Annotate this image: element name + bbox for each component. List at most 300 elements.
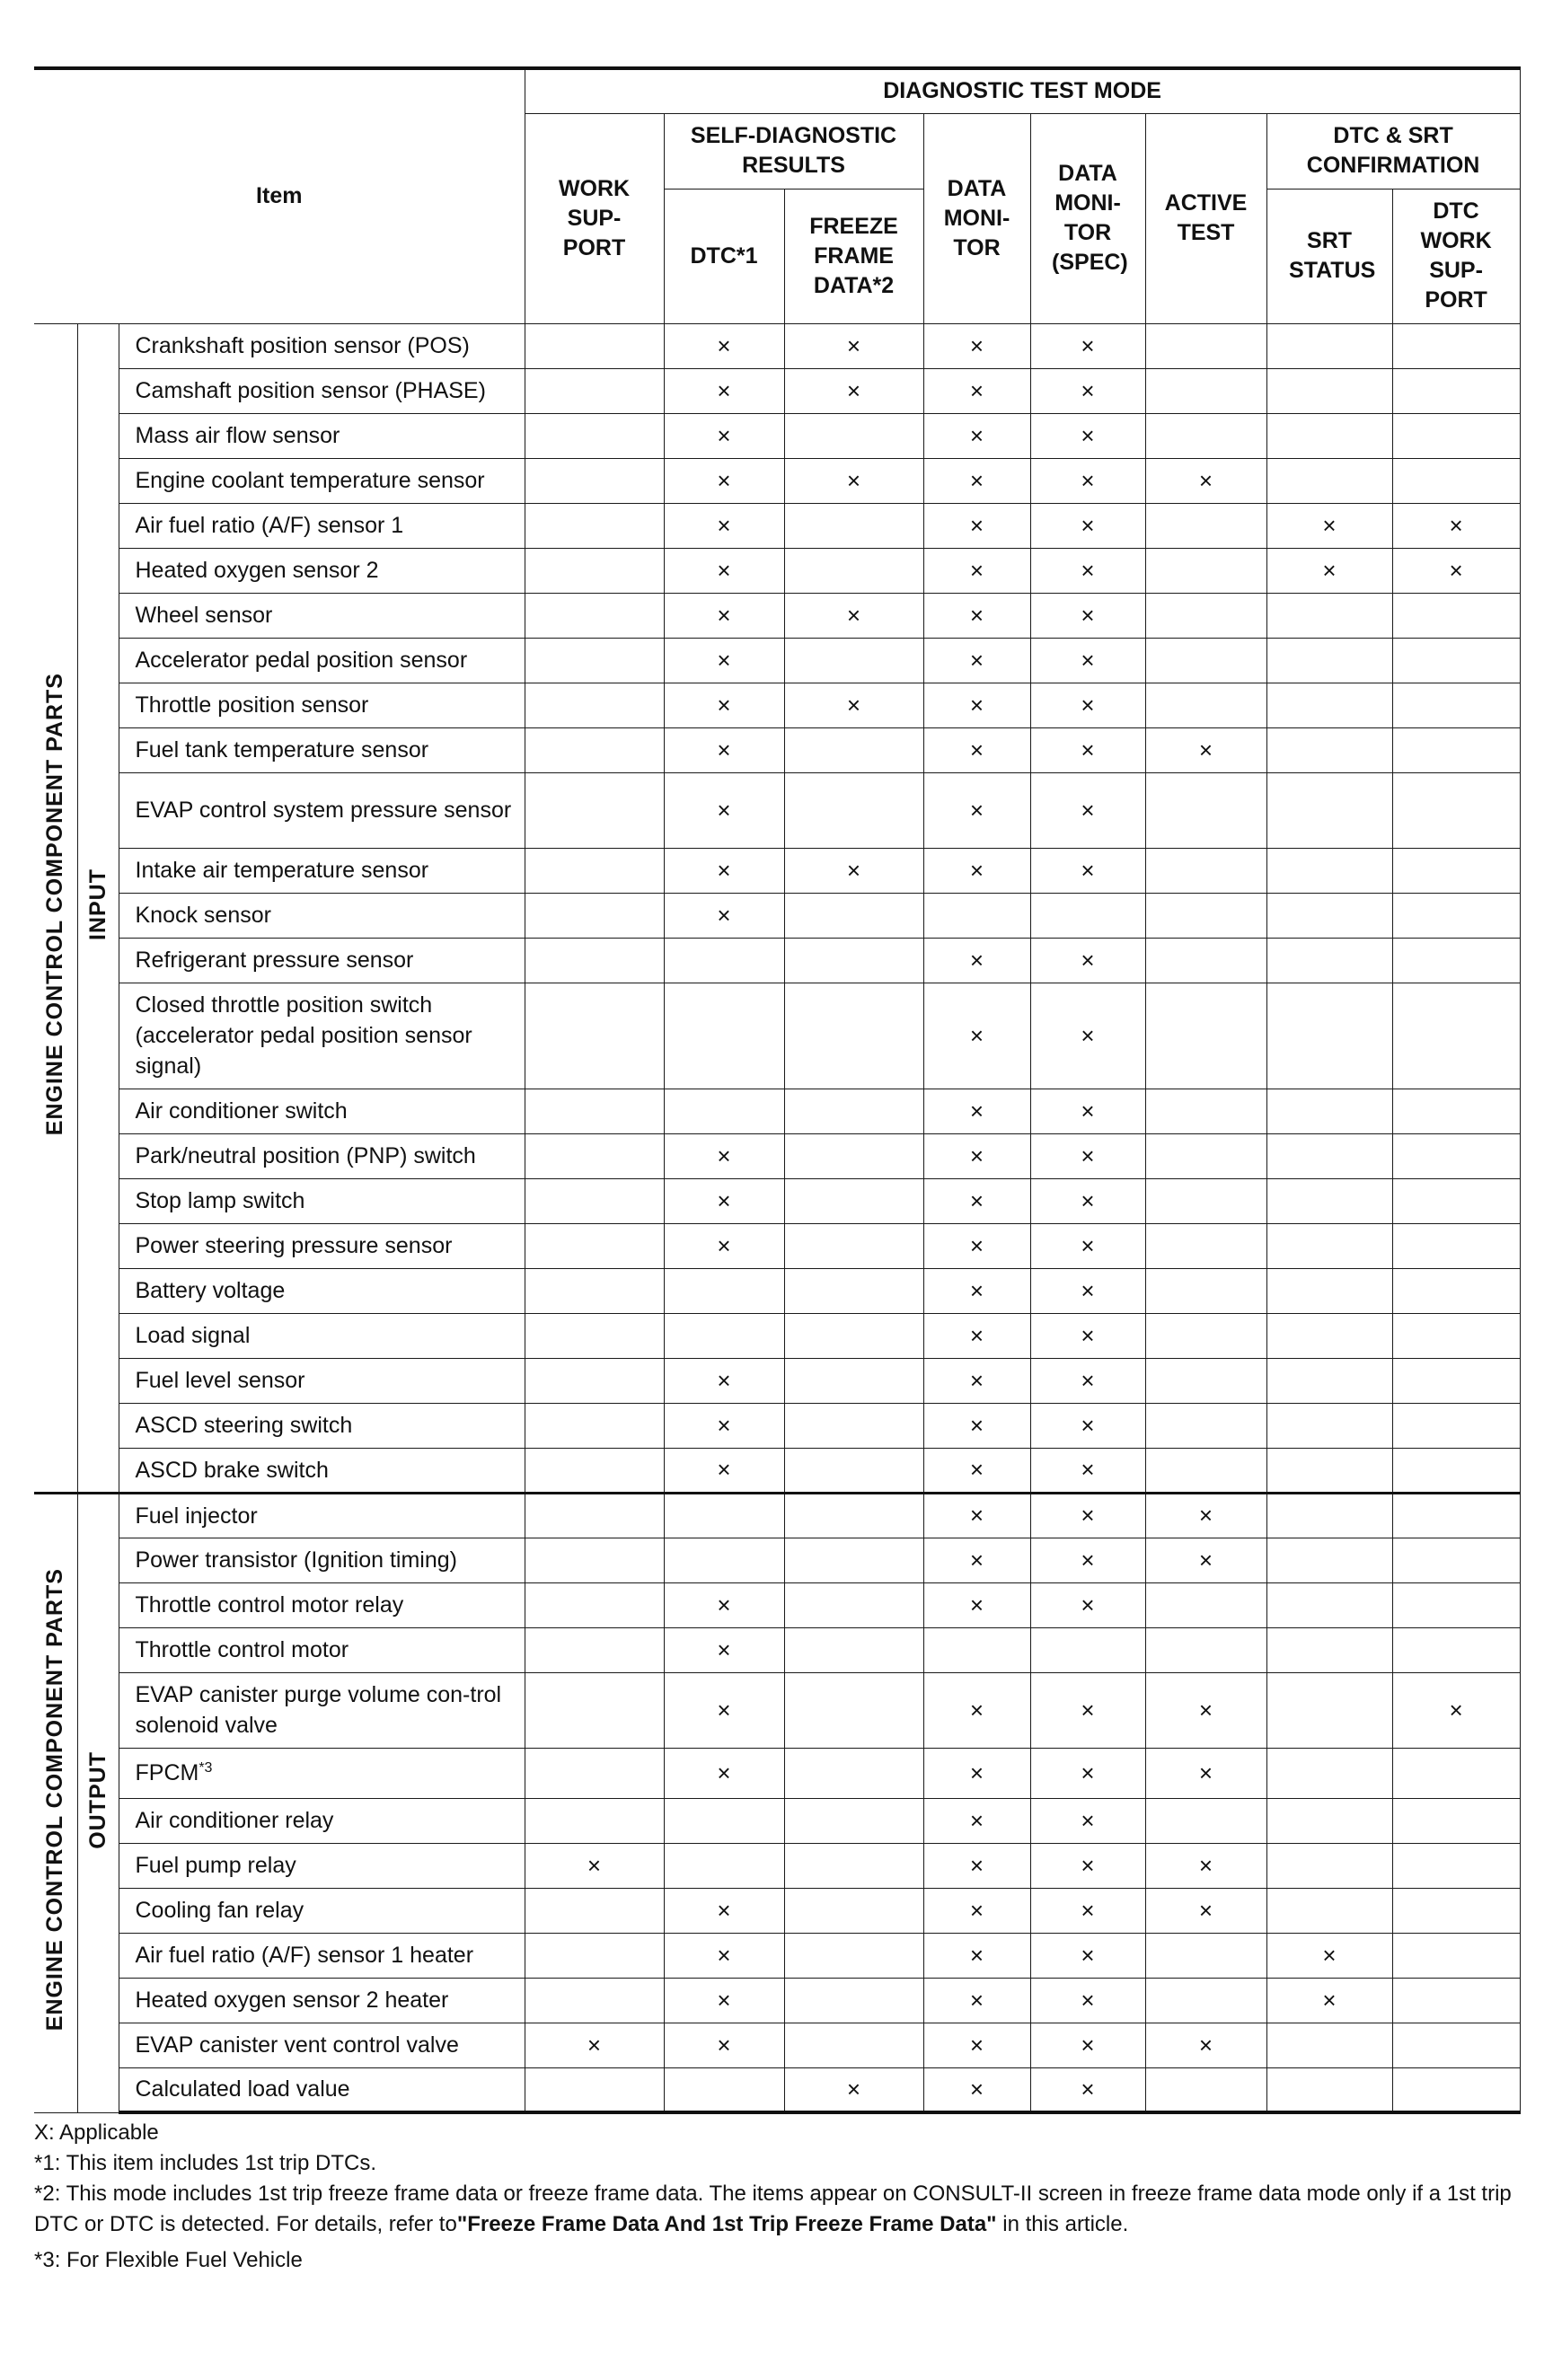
- group-label-text: ENGINE CONTROL COMPONENT PARTS: [42, 1568, 68, 2032]
- empty-cell: [1266, 1798, 1392, 1843]
- item-name: [119, 1843, 525, 1888]
- applicable-mark: ×: [664, 368, 784, 413]
- table-row: [34, 1358, 1520, 1403]
- empty-cell: [923, 893, 1030, 938]
- item-name: [119, 1672, 525, 1748]
- empty-cell: [784, 2023, 923, 2067]
- item-name-text: Wheel sensor: [135, 603, 273, 628]
- empty-cell: [1266, 1538, 1392, 1582]
- empty-cell: [784, 1582, 923, 1627]
- item-name-text: Cooling fan relay: [135, 1898, 304, 1923]
- empty-cell: [1145, 503, 1266, 548]
- table-row: [34, 593, 1520, 638]
- empty-cell: [1392, 893, 1520, 938]
- applicable-mark: ×: [923, 1672, 1030, 1748]
- empty-cell: [784, 1178, 923, 1223]
- empty-cell: [1145, 1582, 1266, 1627]
- applicable-mark: ×: [923, 1358, 1030, 1403]
- applicable-mark: ×: [1030, 1403, 1145, 1448]
- applicable-mark: ×: [1030, 772, 1145, 848]
- empty-cell: [1392, 1178, 1520, 1223]
- item-name: [119, 938, 525, 983]
- table-row: [34, 727, 1520, 772]
- applicable-mark: ×: [1145, 1493, 1266, 1538]
- header-self-diagnostic-results: SELF-DIAGNOSTIC RESULTS: [664, 113, 923, 189]
- header-item: Item: [34, 68, 525, 323]
- header-dtc-work-support-label: DTC WORK SUP-PORT: [1420, 198, 1492, 313]
- empty-cell: [1392, 772, 1520, 848]
- item-name: [119, 2023, 525, 2067]
- empty-cell: [784, 1978, 923, 2023]
- note-2: [34, 2179, 1520, 2240]
- empty-cell: [1145, 1268, 1266, 1313]
- item-name-text: Intake air temperature sensor: [135, 858, 429, 883]
- applicable-mark: ×: [1030, 1843, 1145, 1888]
- applicable-mark: ×: [1030, 2067, 1145, 2112]
- item-name: [119, 1538, 525, 1582]
- empty-cell: [525, 548, 664, 593]
- empty-cell: [1145, 1403, 1266, 1448]
- empty-cell: [1266, 1627, 1392, 1672]
- item-name: [119, 1748, 525, 1798]
- empty-cell: [784, 893, 923, 938]
- table-row: [34, 548, 1520, 593]
- applicable-mark: ×: [784, 323, 923, 368]
- applicable-mark: ×: [923, 1403, 1030, 1448]
- applicable-mark: ×: [923, 1888, 1030, 1933]
- table-row: [34, 1133, 1520, 1178]
- applicable-mark: ×: [1266, 503, 1392, 548]
- applicable-mark: ×: [664, 1358, 784, 1403]
- applicable-mark: ×: [664, 458, 784, 503]
- item-name: [119, 1888, 525, 1933]
- empty-cell: [1392, 1268, 1520, 1313]
- item-name-text: FPCM: [135, 1760, 199, 1785]
- applicable-mark: ×: [1030, 503, 1145, 548]
- header-dtc-work-support: [1392, 189, 1520, 323]
- empty-cell: [784, 1672, 923, 1748]
- table-row: [34, 1888, 1520, 1933]
- applicable-mark: ×: [923, 1978, 1030, 2023]
- item-name: [119, 1627, 525, 1672]
- empty-cell: [784, 1403, 923, 1448]
- item-name-text: Battery voltage: [135, 1278, 286, 1303]
- empty-cell: [1266, 368, 1392, 413]
- empty-cell: [1145, 323, 1266, 368]
- empty-cell: [664, 2067, 784, 2112]
- empty-cell: [1266, 323, 1392, 368]
- applicable-mark: ×: [923, 1313, 1030, 1358]
- applicable-mark: ×: [1030, 1748, 1145, 1798]
- item-name: [119, 413, 525, 458]
- applicable-mark: ×: [664, 2023, 784, 2067]
- empty-cell: [1266, 1223, 1392, 1268]
- applicable-mark: ×: [923, 1089, 1030, 1133]
- empty-cell: [784, 1313, 923, 1358]
- item-name-text: Throttle control motor relay: [135, 1592, 404, 1618]
- empty-cell: [1266, 1888, 1392, 1933]
- table-row: [34, 2067, 1520, 2112]
- item-name: [119, 1268, 525, 1313]
- applicable-mark: ×: [664, 1448, 784, 1493]
- empty-cell: [525, 1223, 664, 1268]
- empty-cell: [1392, 1538, 1520, 1582]
- empty-cell: [525, 1933, 664, 1978]
- empty-cell: [1266, 1493, 1392, 1538]
- empty-cell: [525, 1627, 664, 1672]
- footnotes: [34, 2118, 1520, 2276]
- applicable-mark: ×: [1145, 458, 1266, 503]
- header-active-test: [1145, 113, 1266, 323]
- empty-cell: [1030, 1627, 1145, 1672]
- note-3: *3: For Flexible Fuel Vehicle: [34, 2248, 303, 2272]
- empty-cell: [784, 1223, 923, 1268]
- item-name-text: Knock sensor: [135, 903, 271, 928]
- empty-cell: [1145, 1627, 1266, 1672]
- item-name-text: EVAP canister vent control valve: [135, 2032, 459, 2058]
- applicable-mark: ×: [1030, 638, 1145, 683]
- applicable-mark: ×: [664, 548, 784, 593]
- empty-cell: [1266, 1358, 1392, 1403]
- empty-cell: [1145, 983, 1266, 1089]
- item-name-text: Power steering pressure sensor: [135, 1233, 453, 1258]
- applicable-mark: ×: [664, 1582, 784, 1627]
- empty-cell: [1145, 1448, 1266, 1493]
- item-name: [119, 1798, 525, 1843]
- table-row: [34, 1798, 1520, 1843]
- empty-cell: [525, 1888, 664, 1933]
- empty-cell: [1145, 368, 1266, 413]
- empty-cell: [784, 548, 923, 593]
- item-name: [119, 503, 525, 548]
- empty-cell: [1145, 1358, 1266, 1403]
- applicable-mark: ×: [923, 458, 1030, 503]
- empty-cell: [1266, 1672, 1392, 1748]
- empty-cell: [1392, 983, 1520, 1089]
- item-name: [119, 1493, 525, 1538]
- applicable-mark: ×: [664, 683, 784, 727]
- empty-cell: [1392, 1888, 1520, 1933]
- empty-cell: [1392, 2023, 1520, 2067]
- empty-cell: [664, 1089, 784, 1133]
- diagnostic-table-body: [34, 323, 1520, 2112]
- empty-cell: [1392, 413, 1520, 458]
- applicable-mark: ×: [1030, 1223, 1145, 1268]
- empty-cell: [1392, 1403, 1520, 1448]
- item-name-text: Crankshaft position sensor (POS): [135, 333, 470, 358]
- table-row: [34, 1538, 1520, 1582]
- empty-cell: [525, 1493, 664, 1538]
- empty-cell: [1392, 1978, 1520, 2023]
- item-name: [119, 727, 525, 772]
- empty-cell: [784, 772, 923, 848]
- empty-cell: [923, 1627, 1030, 1672]
- applicable-mark: ×: [1030, 1268, 1145, 1313]
- empty-cell: [1266, 1748, 1392, 1798]
- applicable-mark: ×: [664, 1978, 784, 2023]
- empty-cell: [784, 1748, 923, 1798]
- table-row: [34, 772, 1520, 848]
- applicable-mark: ×: [664, 1178, 784, 1223]
- empty-cell: [1266, 413, 1392, 458]
- note-1: *1: This item includes 1st trip DTCs.: [34, 2151, 377, 2175]
- empty-cell: [525, 938, 664, 983]
- table-row: [34, 1978, 1520, 2023]
- empty-cell: [525, 1133, 664, 1178]
- empty-cell: [1266, 2067, 1392, 2112]
- applicable-mark: ×: [923, 1843, 1030, 1888]
- applicable-mark: ×: [923, 413, 1030, 458]
- empty-cell: [1392, 1933, 1520, 1978]
- table-row: [34, 1582, 1520, 1627]
- item-name-text: ASCD brake switch: [135, 1457, 329, 1483]
- empty-cell: [1392, 1448, 1520, 1493]
- empty-cell: [1145, 593, 1266, 638]
- item-name-text: Closed throttle position switch (accelerator pedal position sensor signal): [135, 992, 472, 1079]
- empty-cell: [784, 1933, 923, 1978]
- empty-cell: [1266, 1843, 1392, 1888]
- applicable-mark: ×: [923, 938, 1030, 983]
- table-row: [34, 1403, 1520, 1448]
- empty-cell: [1145, 1933, 1266, 1978]
- applicable-mark: ×: [1030, 593, 1145, 638]
- table-row: [34, 1627, 1520, 1672]
- empty-cell: [525, 593, 664, 638]
- empty-cell: [525, 983, 664, 1089]
- applicable-mark: ×: [664, 413, 784, 458]
- applicable-mark: ×: [923, 638, 1030, 683]
- applicable-mark: ×: [1030, 848, 1145, 893]
- applicable-mark: ×: [1030, 1538, 1145, 1582]
- item-name: [119, 983, 525, 1089]
- item-name-text: Air fuel ratio (A/F) sensor 1 heater: [135, 1943, 474, 1968]
- empty-cell: [1266, 1403, 1392, 1448]
- applicable-mark: ×: [923, 1493, 1030, 1538]
- empty-cell: [1145, 638, 1266, 683]
- empty-cell: [784, 938, 923, 983]
- empty-cell: [525, 1403, 664, 1448]
- empty-cell: [1392, 848, 1520, 893]
- empty-cell: [1266, 893, 1392, 938]
- table-row: [34, 1223, 1520, 1268]
- empty-cell: [1266, 638, 1392, 683]
- applicable-mark: ×: [664, 323, 784, 368]
- empty-cell: [525, 772, 664, 848]
- applicable-mark: ×: [664, 593, 784, 638]
- item-footnote-mark: *3: [199, 1759, 213, 1776]
- applicable-mark: ×: [923, 848, 1030, 893]
- empty-cell: [525, 1089, 664, 1133]
- applicable-mark: ×: [664, 1748, 784, 1798]
- empty-cell: [1392, 1627, 1520, 1672]
- table-row: [34, 1313, 1520, 1358]
- empty-cell: [1392, 323, 1520, 368]
- applicable-mark: ×: [1266, 1933, 1392, 1978]
- empty-cell: [1392, 683, 1520, 727]
- applicable-mark: ×: [923, 1748, 1030, 1798]
- applicable-mark: ×: [1392, 1672, 1520, 1748]
- empty-cell: [1266, 2023, 1392, 2067]
- empty-cell: [664, 1538, 784, 1582]
- table-row: [34, 1748, 1520, 1798]
- item-name-text: Air conditioner relay: [135, 1808, 334, 1833]
- applicable-mark: ×: [1145, 1748, 1266, 1798]
- table-row: [34, 893, 1520, 938]
- empty-cell: [784, 983, 923, 1089]
- applicable-mark: ×: [1030, 1313, 1145, 1358]
- header-data-monitor-spec-label: DATA MONI-TOR (SPEC): [1052, 161, 1128, 275]
- item-name: [119, 638, 525, 683]
- applicable-mark: ×: [664, 1888, 784, 1933]
- applicable-mark: ×: [784, 2067, 923, 2112]
- item-name: [119, 1223, 525, 1268]
- applicable-mark: ×: [784, 458, 923, 503]
- empty-cell: [525, 368, 664, 413]
- empty-cell: [784, 1089, 923, 1133]
- item-name: [119, 368, 525, 413]
- applicable-mark: ×: [923, 1933, 1030, 1978]
- applicable-mark: ×: [1030, 1978, 1145, 2023]
- empty-cell: [784, 1843, 923, 1888]
- empty-cell: [1145, 938, 1266, 983]
- applicable-mark: ×: [664, 848, 784, 893]
- empty-cell: [784, 1133, 923, 1178]
- applicable-mark: ×: [1030, 1933, 1145, 1978]
- item-name-text: Throttle position sensor: [135, 692, 369, 718]
- empty-cell: [525, 1358, 664, 1403]
- applicable-mark: ×: [1030, 1358, 1145, 1403]
- empty-cell: [784, 727, 923, 772]
- empty-cell: [1392, 1089, 1520, 1133]
- item-name: [119, 1448, 525, 1493]
- item-name-text: Fuel tank temperature sensor: [135, 737, 429, 762]
- applicable-mark: ×: [664, 638, 784, 683]
- empty-cell: [1145, 2067, 1266, 2112]
- empty-cell: [664, 983, 784, 1089]
- empty-cell: [525, 848, 664, 893]
- item-name: [119, 1178, 525, 1223]
- item-name: [119, 1933, 525, 1978]
- applicable-mark: ×: [664, 1403, 784, 1448]
- table-row: [34, 1843, 1520, 1888]
- empty-cell: [784, 638, 923, 683]
- item-name: [119, 1403, 525, 1448]
- applicable-mark: ×: [1145, 727, 1266, 772]
- empty-cell: [1145, 413, 1266, 458]
- item-name-text: Accelerator pedal position sensor: [135, 648, 468, 673]
- empty-cell: [1392, 1748, 1520, 1798]
- applicable-mark: ×: [923, 1223, 1030, 1268]
- applicable-mark: ×: [1145, 2023, 1266, 2067]
- applicable-mark: ×: [1030, 1493, 1145, 1538]
- applicable-mark: ×: [1030, 458, 1145, 503]
- empty-cell: [664, 938, 784, 983]
- note-2-reference-link[interactable]: "Freeze Frame Data And 1st Trip Freeze Frame Data": [456, 2212, 997, 2236]
- item-name-text: Throttle control motor: [135, 1637, 349, 1662]
- empty-cell: [525, 323, 664, 368]
- item-name: [119, 893, 525, 938]
- empty-cell: [664, 1843, 784, 1888]
- item-name-text: Heated oxygen sensor 2: [135, 558, 379, 583]
- applicable-mark: ×: [923, 2023, 1030, 2067]
- empty-cell: [1266, 458, 1392, 503]
- table-row: [34, 1493, 1520, 1538]
- applicable-mark: ×: [1030, 683, 1145, 727]
- applicable-mark: ×: [664, 1933, 784, 1978]
- empty-cell: [1392, 1223, 1520, 1268]
- note-2-text: *2: This mode includes 1st trip freeze frame data or freeze frame data. The items appear on CONSULT-II screen in freeze frame data mode only if a 1st trip DTC or DTC is detected. For details, refer to: [34, 2182, 1512, 2236]
- item-name: [119, 1358, 525, 1403]
- header-srt-status: [1266, 189, 1392, 323]
- table-row: [34, 1178, 1520, 1223]
- empty-cell: [1392, 2067, 1520, 2112]
- item-name-text: ASCD steering switch: [135, 1413, 353, 1438]
- applicable-mark: ×: [923, 1268, 1030, 1313]
- empty-cell: [1266, 1582, 1392, 1627]
- empty-cell: [1145, 772, 1266, 848]
- empty-cell: [1392, 1798, 1520, 1843]
- empty-cell: [525, 1672, 664, 1748]
- empty-cell: [525, 638, 664, 683]
- applicable-mark: ×: [664, 1223, 784, 1268]
- empty-cell: [784, 1268, 923, 1313]
- header-srt-status-label: SRT STATUS: [1289, 228, 1376, 283]
- empty-cell: [664, 1268, 784, 1313]
- empty-cell: [1145, 548, 1266, 593]
- applicable-mark: ×: [1030, 983, 1145, 1089]
- empty-cell: [1392, 458, 1520, 503]
- note-2-tail: in this article.: [996, 2212, 1129, 2236]
- applicable-mark: ×: [664, 503, 784, 548]
- item-name: [119, 458, 525, 503]
- header-work-support: [525, 113, 664, 323]
- header-data-monitor-label: DATA MONI-TOR: [943, 175, 1010, 260]
- empty-cell: [784, 1358, 923, 1403]
- applicable-mark: ×: [1392, 503, 1520, 548]
- applicable-mark: ×: [1145, 1538, 1266, 1582]
- empty-cell: [525, 727, 664, 772]
- item-name-text: Stop lamp switch: [135, 1188, 305, 1213]
- applicable-mark: ×: [1145, 1843, 1266, 1888]
- table-row: [34, 323, 1520, 368]
- empty-cell: [1266, 683, 1392, 727]
- subgroup-label-text: OUTPUT: [84, 1750, 110, 1849]
- empty-cell: [1266, 1448, 1392, 1493]
- diagnostic-test-mode-table: [34, 66, 1521, 2114]
- empty-cell: [784, 503, 923, 548]
- applicable-mark: ×: [784, 848, 923, 893]
- empty-cell: [664, 1493, 784, 1538]
- item-name-text: Air conditioner switch: [135, 1098, 348, 1124]
- subgroup-label: [77, 323, 119, 1493]
- empty-cell: [525, 458, 664, 503]
- applicable-mark: ×: [1266, 548, 1392, 593]
- header-diagnostic-test-mode: DIAGNOSTIC TEST MODE: [525, 68, 1520, 113]
- empty-cell: [1145, 893, 1266, 938]
- empty-cell: [1266, 848, 1392, 893]
- empty-cell: [664, 1313, 784, 1358]
- table-row: [34, 938, 1520, 983]
- empty-cell: [525, 1582, 664, 1627]
- header-dtc: DTC*1: [664, 189, 784, 323]
- applicable-mark: ×: [525, 1843, 664, 1888]
- item-name: [119, 593, 525, 638]
- item-name-text: Refrigerant pressure sensor: [135, 948, 414, 973]
- empty-cell: [1392, 1133, 1520, 1178]
- item-name-text: Power transistor (Ignition timing): [135, 1547, 457, 1573]
- empty-cell: [1392, 1582, 1520, 1627]
- applicable-mark: ×: [1392, 548, 1520, 593]
